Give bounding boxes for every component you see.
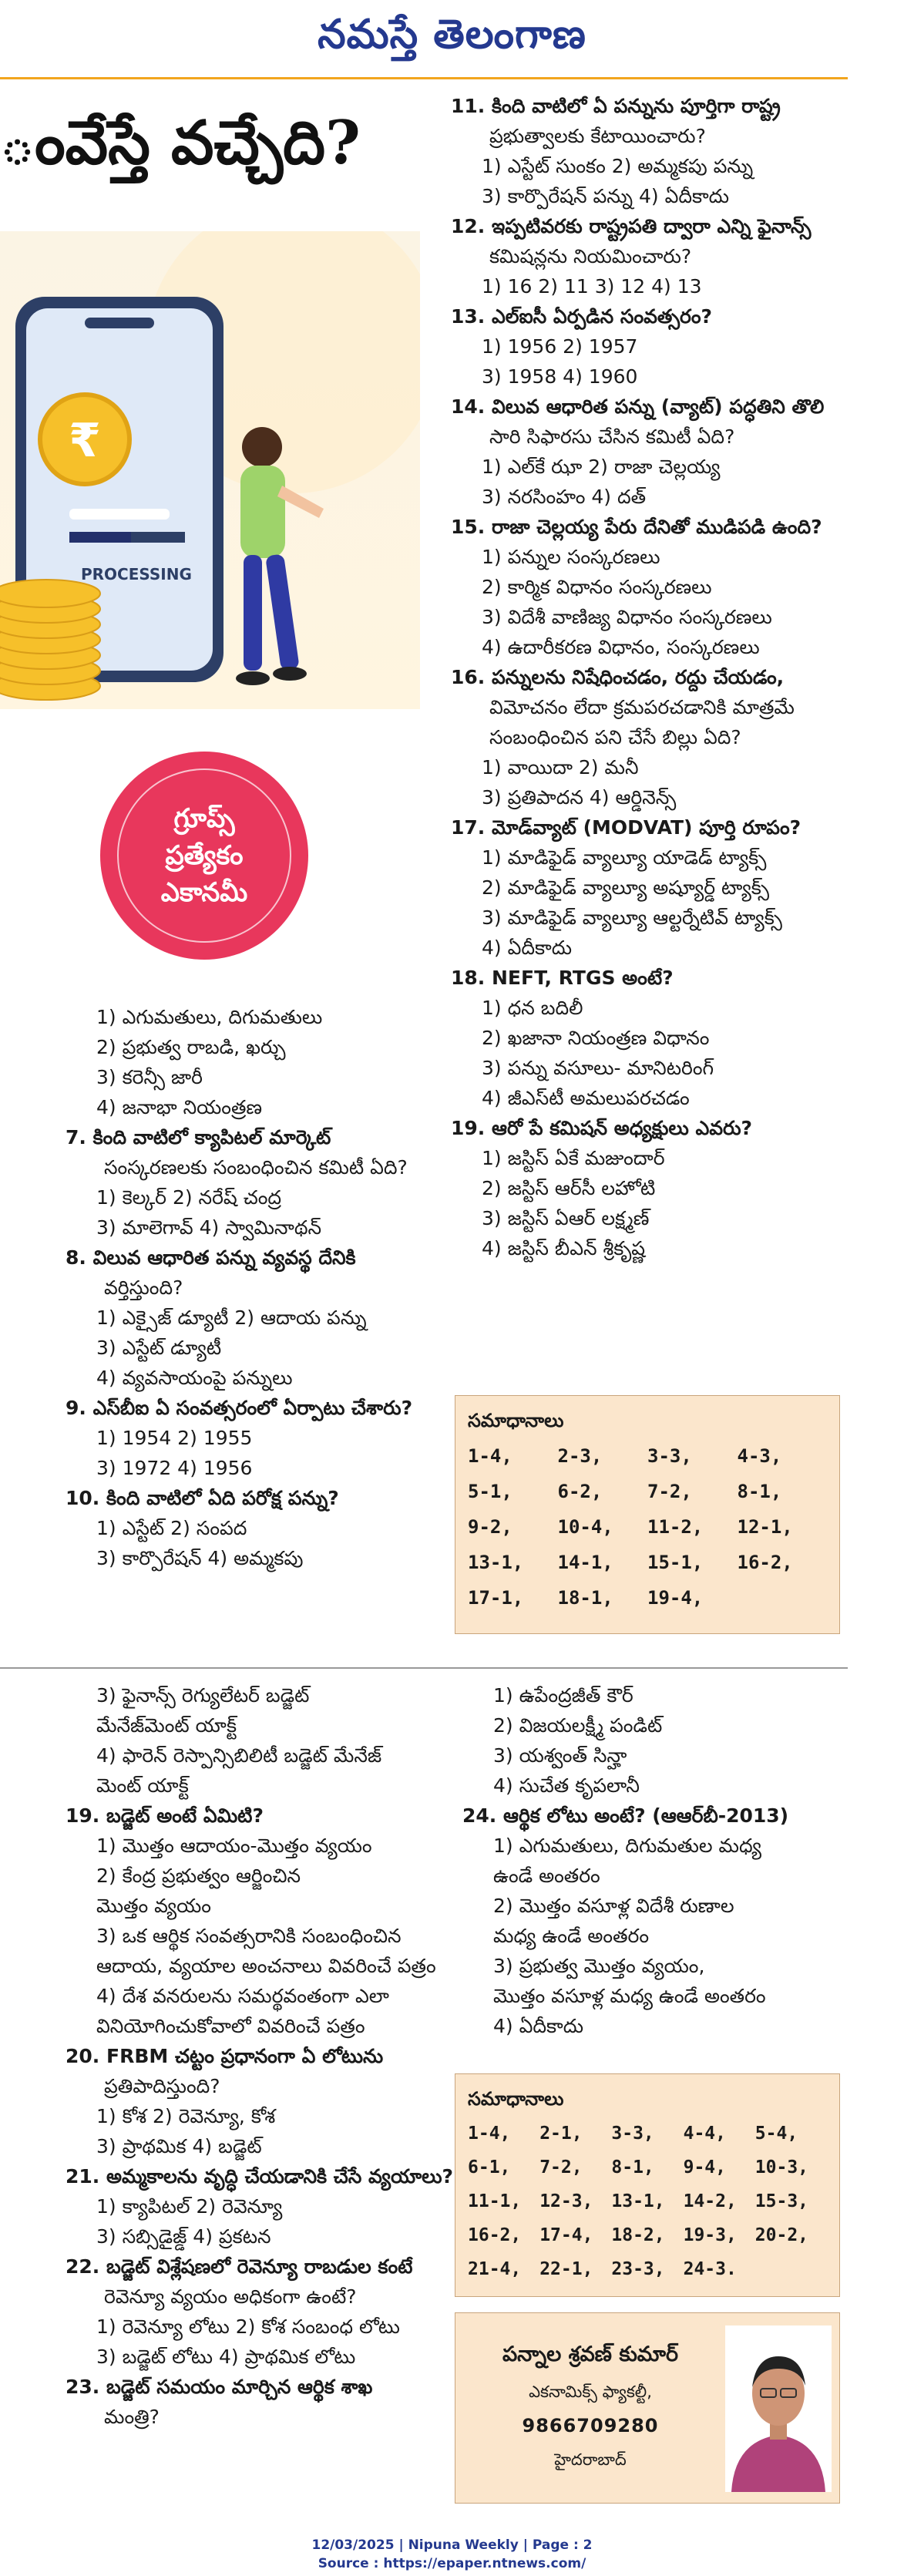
author-name: పన్నాల శ్రవణ్ కుమార్ xyxy=(502,2342,679,2366)
answer-item: 14-2, xyxy=(683,2191,737,2211)
question: 21. అమ్మకాలను వృద్ధి చేయడానికి చేసే వ్యయాలు? xyxy=(66,2165,454,2188)
option-line: 3) 1972 4) 1956 xyxy=(96,1457,253,1479)
question-continuation: రెవెన్యూ వ్యయం అధికంగా ఉంటే? xyxy=(104,2285,357,2308)
option-line: 1) వాయిదా 2) మనీ xyxy=(482,756,639,779)
question: 19. బడ్జెట్ అంటే ఏమిటి? xyxy=(66,1804,264,1827)
top-rule xyxy=(0,77,848,79)
answer-item: 2-1, xyxy=(539,2124,583,2144)
option-line: 3) ప్రతిపాదన 4) ఆర్డినెన్స్ xyxy=(482,786,677,809)
option-line: 1) మాడిఫైడ్ వ్యాల్యూ యాడెడ్ ట్యాక్స్ xyxy=(482,846,767,869)
question: 20. FRBM చట్టం ప్రధానంగా ఏ లోటును xyxy=(66,2045,384,2067)
answer-item: 23-3, xyxy=(611,2259,665,2279)
answer-item: 4-4, xyxy=(683,2124,726,2144)
option-line: 2) ప్రభుత్వ రాబడి, ఖర్చు xyxy=(96,1036,286,1058)
option-line: 3) పన్ను వసూలు- మానిటరింగ్ xyxy=(482,1057,714,1079)
option-line: 4) వ్యవసాయంపై పన్నులు xyxy=(96,1367,293,1389)
option-line: మొత్తం వసూళ్ల మధ్య ఉండే అంతరం xyxy=(493,1985,766,2007)
illustration xyxy=(0,231,420,709)
answer-item: 10-4, xyxy=(557,1516,613,1538)
option-line: 4) ఏదీకాదు xyxy=(493,2015,584,2037)
answer-item: 16-2, xyxy=(737,1552,793,1573)
answer-item: 5-4, xyxy=(754,2124,798,2144)
option-line: 3) ఒక ఆర్థిక సంవత్సరానికి సంబంధించిన xyxy=(96,1925,402,1947)
option-line: 4) దేశ వనరులను సమర్థవంతంగా ఎలా xyxy=(96,1985,389,2007)
option-line: 4) ఫారెన్ రెస్పాన్సిబిలిటీ బడ్జెట్ మేనేజ్ xyxy=(96,1744,382,1767)
answer-item: 18-2, xyxy=(611,2225,665,2245)
option-line: మెంట్ యాక్ట్ xyxy=(96,1774,189,1797)
option-line: మధ్య ఉండే అంతరం xyxy=(493,1925,650,1947)
option-line: 1) 1956 2) 1957 xyxy=(482,335,638,358)
option-line: 2) మాడిఫైడ్ వ్యాల్యూ అష్యూర్డ్ ట్యాక్స్ xyxy=(482,876,769,899)
option-line: 1) ఎల్‌కే ఝా 2) రాజా చెల్లయ్య xyxy=(482,456,721,478)
answer-item: 14-1, xyxy=(557,1552,613,1573)
groups-special-badge: గ్రూప్స్ ప్రత్యేకం ఎకానమీ xyxy=(100,752,308,960)
option-line: 1) ఉపేంద్రజీత్ కౌర్ xyxy=(493,1684,633,1707)
option-line: 1) ఎస్టేట్ 2) సంపద xyxy=(96,1517,247,1539)
answer-item: 5-1, xyxy=(468,1481,512,1502)
option-line: 3) ప్రాథమిక 4) బడ్జెట్ xyxy=(96,2135,262,2157)
footer-source-line: Source : https://epaper.ntnews.com/ xyxy=(318,2556,586,2571)
question-continuation: సంబంధించిన పని చేసే బిల్లు ఏది? xyxy=(489,726,741,748)
question: 22. బడ్జెట్ విశ్లేషణలో రెవెన్యూ రాబడుల కంటే xyxy=(66,2255,413,2278)
option-line: మేనేజ్‌మెంట్ యాక్ట్ xyxy=(96,1714,237,1737)
answer-item: 19-3, xyxy=(683,2225,737,2245)
answer-item: 1-4, xyxy=(468,1445,512,1467)
answer-item: 4-3, xyxy=(737,1445,782,1467)
masthead xyxy=(0,0,904,77)
newspaper-logo: నమస్తే తెలంగాణ xyxy=(318,11,586,58)
answer-item: 8-1, xyxy=(611,2157,654,2177)
question: 24. ఆర్థిక లోటు అంటే? (ఆఆర్‌బీ-2013) xyxy=(462,1804,789,1827)
option-line: 1) మొత్తం ఆదాయం-మొత్తం వ్యయం xyxy=(96,1834,372,1857)
question: 10. కింది వాటిలో ఏది పరోక్ష పన్ను? xyxy=(66,1487,339,1509)
option-line: 1) 1954 2) 1955 xyxy=(96,1427,253,1449)
section2-right-column xyxy=(462,1680,848,2041)
answers-grid xyxy=(468,1445,827,1609)
option-line: ఆదాయ, వ్యయాల అంచనాలు వివరించే పత్రం xyxy=(96,1955,436,1977)
option-line: 3) 1958 4) 1960 xyxy=(482,365,638,388)
option-line: 2) కేంద్ర ప్రభుత్వం ఆర్జించిన xyxy=(96,1865,301,1887)
option-line: 3) బడ్జెట్ లోటు 4) ప్రాథమిక లోటు xyxy=(96,2346,356,2368)
option-line: 1) ఎగుమతులు, దిగుమతులు xyxy=(96,1006,323,1028)
option-line: 3) సబ్సిడైజ్డ్ 4) ప్రకటన xyxy=(96,2225,271,2248)
answer-item: 8-1, xyxy=(737,1481,782,1502)
section2-left-column xyxy=(66,1680,454,2432)
answer-item: 10-3, xyxy=(754,2157,809,2177)
answer-item: 13-1, xyxy=(611,2191,665,2211)
answer-item: 15-3, xyxy=(754,2191,809,2211)
answer-item: 3-3, xyxy=(611,2124,654,2144)
option-line: 2) మొత్తం వసూళ్ల విదేశీ రుణాల xyxy=(493,1895,734,1917)
author-phone: 9866709280 xyxy=(522,2415,659,2436)
option-line: 2) కార్మిక విధానం సంస్కరణలు xyxy=(482,576,712,598)
section1-left-column xyxy=(66,1002,428,1573)
question-continuation: సంస్కరణలకు సంబంధించిన కమిటీ ఏది? xyxy=(104,1156,408,1179)
question: 14. విలువ ఆధారిత పన్ను (వ్యాట్) పద్ధతిని తొలి xyxy=(451,395,825,418)
svg-text:₹: ₹ xyxy=(69,414,101,468)
answer-item: 17-4, xyxy=(539,2225,593,2245)
option-line: వినియోగించుకోవాలో వివరించే పత్రం xyxy=(96,2015,365,2037)
option-line: 1) రెవెన్యూ లోటు 2) కోశ సంబంధ లోటు xyxy=(96,2315,400,2338)
option-line: 2) జస్టిస్ ఆర్‌సీ లహోటి xyxy=(482,1177,656,1199)
answer-item: 13-1, xyxy=(468,1552,524,1573)
answer-item: 17-1, xyxy=(468,1587,524,1609)
footer-issue-line: 12/03/2025 | Nipuna Weekly | Page : 2 xyxy=(311,2537,593,2553)
question: 16. పన్నులను నిషేధించడం, రద్దు చేయడం, xyxy=(451,666,785,688)
answer-item: 6-2, xyxy=(557,1481,603,1502)
headline: ంవేస్తే వచ్చేది? xyxy=(0,108,361,178)
answer-item xyxy=(738,1587,828,1609)
option-line: 4) జీఎస్‌టీ అమలుపరచడం xyxy=(482,1087,690,1109)
question-continuation: వర్తిస్తుంది? xyxy=(104,1276,183,1299)
answer-item: 16-2, xyxy=(468,2225,522,2245)
answer-item: 11-2, xyxy=(647,1516,704,1538)
option-line: 4) జనాభా నియంత్రణ xyxy=(96,1096,263,1118)
answer-item: 7-2, xyxy=(539,2157,583,2177)
option-line: 3) మాడిఫైడ్ వ్యాల్యూ ఆల్టర్నేటివ్ ట్యాక్స్ xyxy=(482,906,782,929)
answer-item: 11-1, xyxy=(468,2191,522,2211)
question: 19. ఆరో పే కమిషన్ అధ్యక్షులు ఎవరు? xyxy=(451,1117,753,1139)
option-line: 3) నరసింహం 4) దత్ xyxy=(482,486,647,508)
author-title: ఎకనామిక్స్ ఫ్యాకల్టీ, xyxy=(529,2383,652,2401)
question: 15. రాజా చెల్లయ్య పేరు దేనితో ముడిపడి ఉంది? xyxy=(451,516,822,538)
author-box xyxy=(455,2312,840,2504)
answers-title: సమాధానాలు xyxy=(468,1410,564,1431)
option-line: 3) ఫైనాన్స్ రెగ్యులేటర్ బడ్జెట్ xyxy=(96,1684,310,1707)
question-continuation: మంత్రి? xyxy=(104,2406,160,2428)
question-continuation: సారి సిఫారసు చేసిన కమిటీ ఏది? xyxy=(489,425,735,448)
question-continuation: కమిషన్లను నియమించారు? xyxy=(489,245,692,267)
option-line: 1) పన్నుల సంస్కరణలు xyxy=(482,546,660,568)
answer-item: 9-2, xyxy=(468,1516,512,1538)
answer-item: 24-3. xyxy=(683,2259,737,2279)
answer-item: 19-4, xyxy=(647,1587,704,1609)
question-continuation: ప్రతిపాదిస్తుంది? xyxy=(104,2075,220,2097)
option-line: 3) కరెన్సీ జారీ xyxy=(96,1066,203,1088)
answer-item: 7-2, xyxy=(647,1481,692,1502)
answer-item xyxy=(755,2259,827,2279)
section1-right-column xyxy=(451,91,855,1263)
option-line: 3) ఎస్టేట్ డ్యూటీ xyxy=(96,1337,222,1359)
answer-item: 22-1, xyxy=(539,2259,593,2279)
option-line: 4) ఉదారీకరణ విధానం, సంస్కరణలు xyxy=(482,636,760,658)
answer-item: 20-2, xyxy=(754,2225,809,2245)
answer-item: 15-1, xyxy=(647,1552,704,1573)
option-line: 1) ధన బదిలీ xyxy=(482,997,583,1019)
answer-item: 9-4, xyxy=(683,2157,726,2177)
answer-item: 12-1, xyxy=(737,1516,793,1538)
option-line: 2) ఖజానా నియంత్రణ విధానం xyxy=(482,1027,710,1049)
author-photo xyxy=(725,2325,832,2492)
option-line: 1) 16 2) 11 3) 12 4) 13 xyxy=(482,275,702,298)
option-line: 1) కెల్కర్ 2) నరేష్ చంద్ర xyxy=(96,1186,282,1209)
option-line: 3) జస్టిస్ ఏఆర్ లక్ష్మణ్ xyxy=(482,1207,650,1229)
option-line: 1) కోశ 2) రెవెన్యూ, కోశ xyxy=(96,2105,276,2127)
option-line: 4) సుచేత కృపలానీ xyxy=(493,1774,640,1797)
question: 7. కింది వాటిలో క్యాపిటల్ మార్కెట్ xyxy=(66,1126,331,1148)
option-line: 1) క్యాపిటల్ 2) రెవెన్యూ xyxy=(96,2195,283,2218)
option-line: 3) యశ్వంత్ సిన్హా xyxy=(493,1744,627,1767)
answer-item: 21-4, xyxy=(468,2259,522,2279)
answer-item: 12-3, xyxy=(539,2191,593,2211)
question: 17. మోడ్‌వ్యాట్ (MODVAT) పూర్తి రూపం? xyxy=(451,816,802,839)
option-line: 3) కార్పొరేషన్ 4) అమ్మకపు xyxy=(96,1547,304,1569)
option-line: 3) మాలెగావ్ 4) స్వామినాథన్ xyxy=(96,1216,322,1239)
question-continuation: విమోచనం లేదా క్రమపరచడానికి మాత్రమే xyxy=(489,696,795,718)
option-line: 2) విజయలక్ష్మీ పండిట్ xyxy=(493,1714,663,1737)
answer-item: 2-3, xyxy=(557,1445,603,1467)
option-line: 1) ఎస్టేట్ సుంకం 2) అమ్మకపు పన్ను xyxy=(482,155,754,177)
answer-item: 3-3, xyxy=(647,1445,692,1467)
option-line: మొత్తం వ్యయం xyxy=(96,1895,211,1917)
option-line: 3) కార్పొరేషన్ పన్ను 4) ఏదీకాదు xyxy=(482,185,729,207)
author-city: హైదరాబాద్ xyxy=(554,2450,627,2469)
answer-item: 1-4, xyxy=(468,2124,511,2144)
answers-box-2 xyxy=(455,2073,840,2297)
answers-grid xyxy=(468,2124,827,2279)
option-line: 4) ఏదీకాదు xyxy=(482,937,573,959)
question: 8. విలువ ఆధారిత పన్ను వ్యవస్థ దేనికి xyxy=(66,1246,356,1269)
option-line: 1) ఎగుమతులు, దిగుమతుల మధ్య xyxy=(493,1834,761,1857)
option-line: 3) విదేశీ వాణిజ్య విధానం సంస్కరణలు xyxy=(482,606,772,628)
answers-box-1 xyxy=(455,1395,840,1634)
option-line: 4) జస్టిస్ బీఎన్ శ్రీకృష్ణ xyxy=(482,1237,646,1259)
option-line: 3) ప్రభుత్వ మొత్తం వ్యయం, xyxy=(493,1955,705,1977)
question: 12. ఇప్పటివరకు రాష్ట్రపతి ద్వారా ఎన్ని ఫైనాన్స్ xyxy=(451,215,812,237)
phone-coins-illustration xyxy=(0,231,420,709)
question-continuation: ప్రభుత్వాలకు కేటాయించారు? xyxy=(489,125,706,147)
processing-label: PROCESSING xyxy=(81,565,192,583)
answer-item: 6-1, xyxy=(468,2157,511,2177)
option-line: 1) జస్టిస్ ఏకే మజుందార్ xyxy=(482,1147,665,1169)
footer xyxy=(0,2536,904,2573)
answer-item: 18-1, xyxy=(557,1587,613,1609)
question: 18. NEFT, RTGS అంటే? xyxy=(451,967,674,989)
question: 23. బడ్జెట్ సమయం మార్చిన ఆర్థిక శాఖ xyxy=(66,2376,373,2398)
option-line: 1) ఎక్సైజ్ డ్యూటీ 2) ఆదాయ పన్ను xyxy=(96,1306,367,1329)
option-line: ఉండే అంతరం xyxy=(493,1865,600,1887)
question: 13. ఎల్ఐసీ ఏర్పడిన సంవత్సరం? xyxy=(451,305,713,328)
answers-title: సమాధానాలు xyxy=(468,2088,564,2110)
question: 9. ఎస్‌బీఐ ఏ సంవత్సరంలో ఏర్పాటు చేశారు? xyxy=(66,1397,413,1419)
section-divider xyxy=(0,1667,848,1669)
question: 11. కింది వాటిలో ఏ పన్నును పూర్తిగా రాష్ట్ర xyxy=(451,95,781,117)
